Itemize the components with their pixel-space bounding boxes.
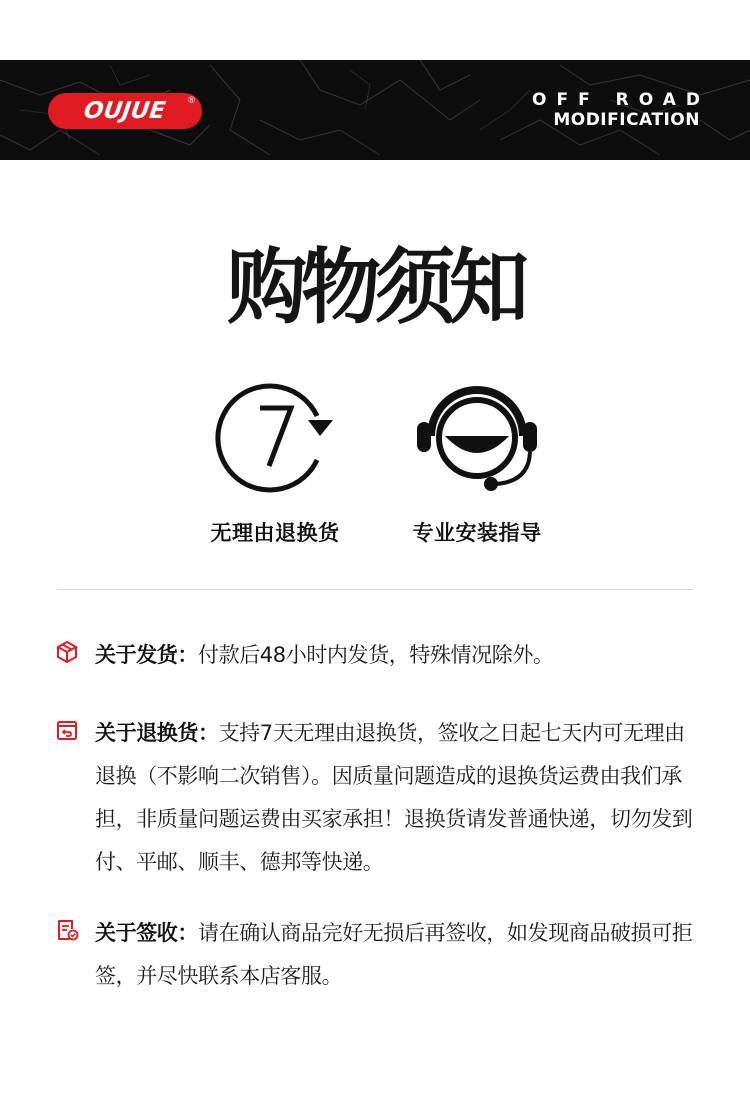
notice-returns [55, 712, 700, 884]
notice-receipt [55, 912, 700, 998]
header-banner [0, 60, 750, 160]
notice-label: 关于签收： [95, 921, 198, 945]
feature-install-guidance [397, 378, 557, 547]
notice-text [95, 912, 700, 998]
brand-tagline [532, 90, 710, 130]
notice-label: 关于发货： [95, 643, 198, 667]
feature-label: 专业安装指导 [412, 521, 542, 545]
registered-mark: ® [187, 96, 196, 106]
notice-body: 支持7天无理由退换货，签收之日起七天内可无理由退换（不影响二次销售）。因质量问题造成的退换货运费由我们承担，非质量问题运费由买家承担！退换货请发普通快递，切勿发到付、平邮、顺丰、德邦等快递。 [95, 721, 693, 874]
notice-body: 付款后48小时内发货，特殊情况除外。 [198, 643, 554, 667]
seven-day-return-icon [213, 378, 338, 493]
notice-text [95, 634, 700, 677]
notice-label: 关于退换货： [95, 721, 219, 745]
notice-shipping [55, 634, 700, 677]
feature-label: 无理由退换货 [210, 521, 340, 545]
return-box-icon [55, 718, 79, 742]
page-title: 购物须知 [227, 240, 523, 335]
signed-document-icon [55, 918, 79, 942]
feature-return-policy [195, 378, 355, 547]
tagline-line-2: MODIFICATION [553, 110, 700, 130]
brand-logo [48, 93, 202, 129]
divider [57, 589, 693, 590]
package-icon [55, 640, 79, 664]
tagline-line-1: OFF ROAD [532, 90, 710, 110]
notice-body: 请在确认商品完好无损后再签收，如发现商品破损可拒签，并尽快联系本店客服。 [95, 921, 693, 988]
customer-service-headset-icon [407, 378, 547, 493]
brand-logo-text: OUJUE [82, 98, 168, 124]
notice-text [95, 712, 700, 884]
